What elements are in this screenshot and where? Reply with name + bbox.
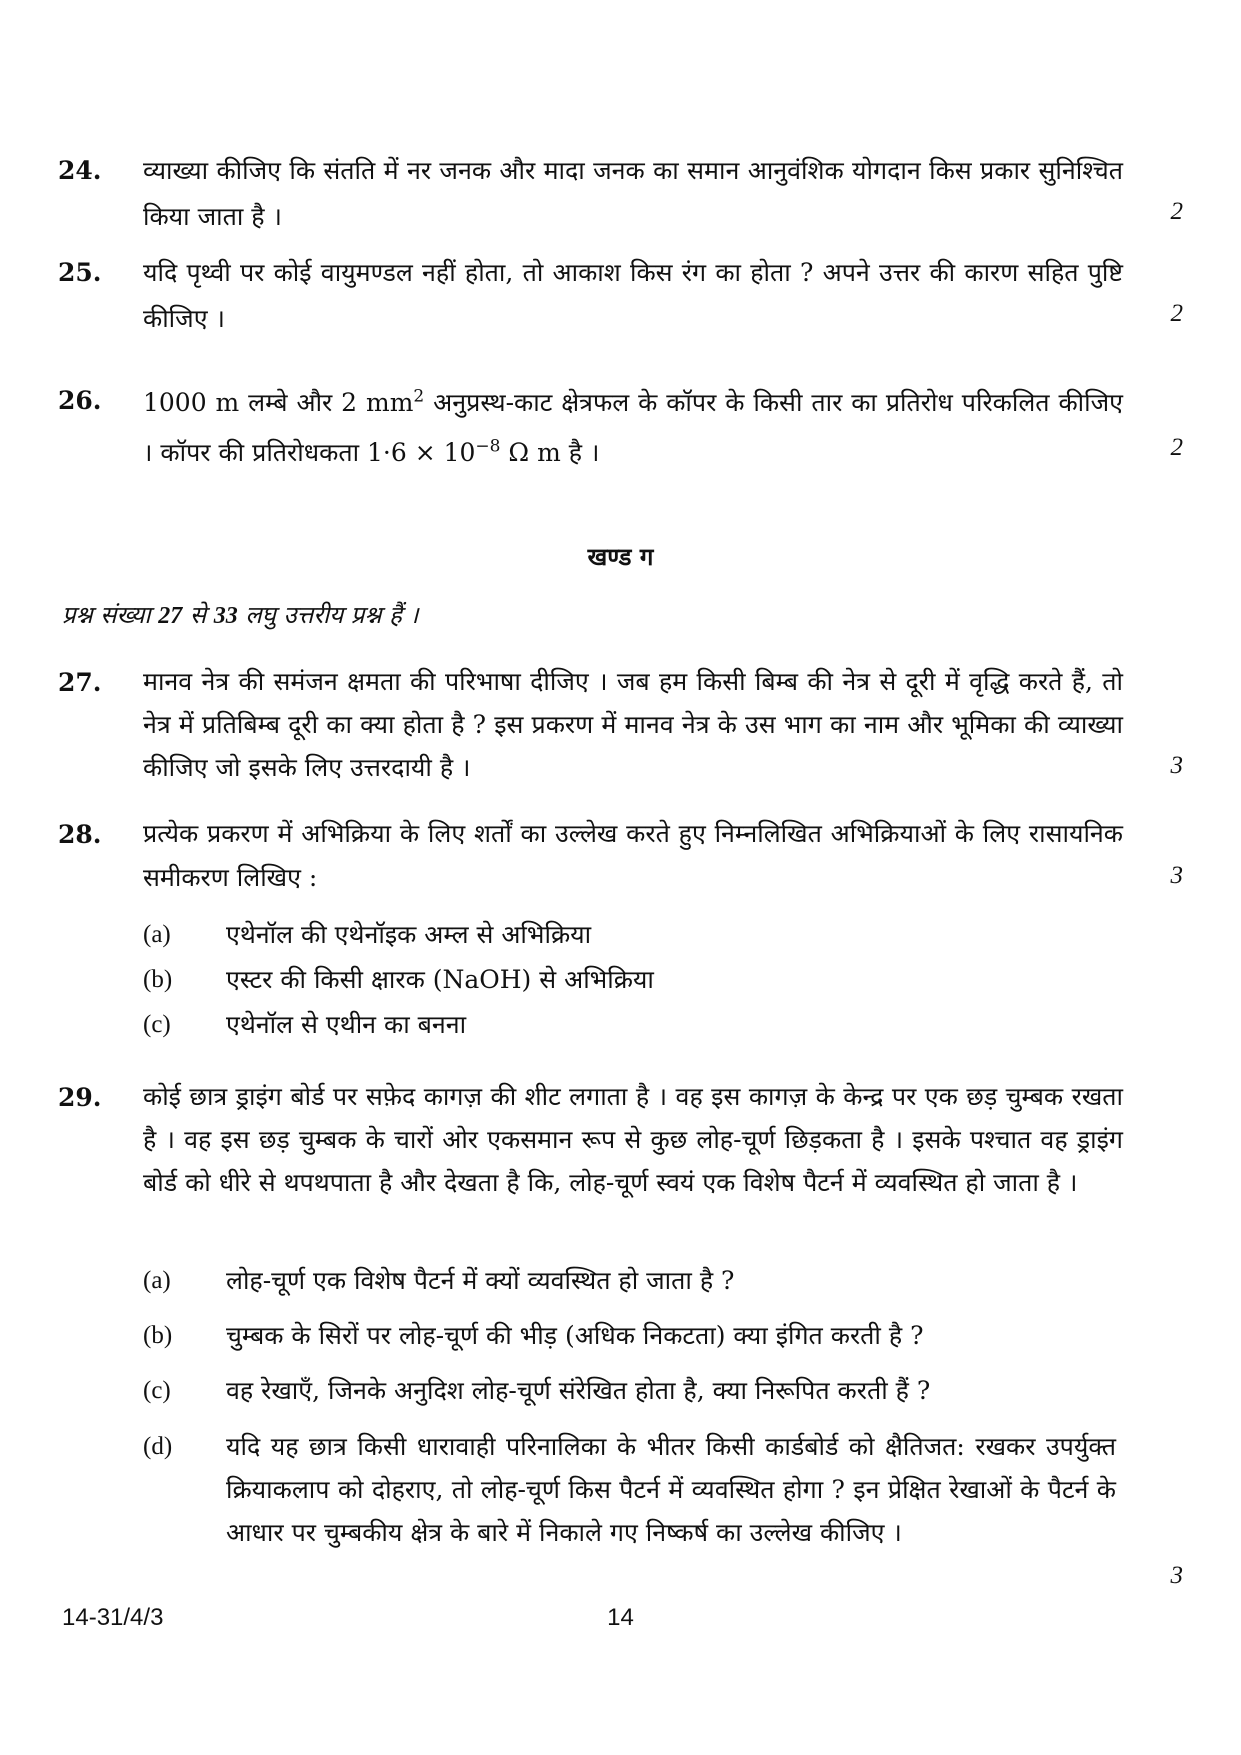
question-number: 26. <box>58 386 102 415</box>
question-text: यदि पृथ्वी पर कोई वायुमण्डल नहीं होता, तो आकाश किस रंग का होता ? अपने उत्तर की कारण सहित पुष्टि कीजिए । <box>143 258 1123 333</box>
sub-question-text: एस्टर की किसी क्षारक (NaOH) से अभिक्रिया <box>226 965 654 994</box>
question-text: मानव नेत्र की समंजन क्षमता की परिभाषा दीजिए । जब हम किसी बिम्ब की नेत्र से दूरी में वृद्धि करते हैं, तो नेत्र में प्रतिबिम्ब दूरी का क्या होता है ? इस प्रकरण में मानव नेत्र के उस भाग का नाम और भूमिका की व्याख्या कीजिए जो इसके लिए उत्तरदायी है । <box>143 667 1123 782</box>
instruction-number: 27 <box>158 603 183 629</box>
sub-question-label: (c) <box>143 1011 171 1038</box>
question-number: 29. <box>58 1083 102 1112</box>
sub-question-label: (c) <box>143 1377 171 1404</box>
marks: 3 <box>1170 1562 1183 1589</box>
question-text <box>143 378 1123 478</box>
paper-code: 14-31/4/3 <box>62 1604 164 1631</box>
sub-question-text: चुम्बक के सिरों पर लोह-चूर्ण की भीड़ (अधिक निकटता) क्या इंगित करती है ? <box>226 1321 924 1350</box>
question-text-part: अनुप्रस्थ-काट क्षेत्रफल के कॉपर के किसी तार का प्रतिरोध परिकलित कीजिए । कॉपर की प्रतिरोधकता 1·6 × 10 <box>143 388 1123 467</box>
question-text: प्रत्येक प्रकरण में अभिक्रिया के लिए शर्तों का उल्लेख करते हुए निम्नलिखित अभिक्रियाओं के लिए रासायनिक समीकरण लिखिए : <box>143 819 1123 892</box>
sub-question-text: वह रेखाएँ, जिनके अनुदिश लोह-चूर्ण संरेखित होता है, क्या निरूपित करती हैं ? <box>226 1376 931 1405</box>
question-text: कोई छात्र ड्राइंग बोर्ड पर सफ़ेद कागज़ की शीट लगाता है । वह इस कागज़ के केन्द्र पर एक छड़ चुम्बक रखता है । वह इस छड़ चुम्बक के चारों ओर एकसमान रूप से कुछ लोह-चूर्ण छिड़कता है । इसके पश्चात वह ड्राइंग बोर्ड को धीरे से थपथपाता है और देखता है कि, लोह-चूर्ण स्वयं एक विशेष पैटर्न में व्यवस्थित हो जाता है । <box>143 1082 1123 1197</box>
marks: 3 <box>1170 752 1183 779</box>
sub-question-label: (a) <box>143 921 171 948</box>
instruction-text: लघु उत्तरीय प्रश्न हैं । <box>237 601 419 629</box>
marks: 2 <box>1170 434 1183 461</box>
superscript: 2 <box>413 386 425 407</box>
question-number: 25. <box>58 258 102 287</box>
sub-question-text: यदि यह छात्र किसी धारावाही परिनालिका के भीतर किसी कार्डबोर्ड को क्षैतिजत: रखकर उपर्युक्त क्रियाकलाप को दोहराए, तो लोह-चूर्ण किस पैटर्न में व्यवस्थित होगा ? इन प्रेक्षित रेखाओं के पैटर्न के आधार पर चुम्बकीय क्षेत्र के बारे में निकाले गए निष्कर्ष का उल्लेख कीजिए । <box>226 1432 1116 1547</box>
sub-question-label: (d) <box>143 1433 173 1460</box>
question-number: 28. <box>58 820 102 849</box>
instruction-text: प्रश्न संख्या <box>62 601 159 629</box>
sub-question-text: एथेनॉल से एथीन का बनना <box>226 1010 467 1039</box>
question-number: 27. <box>58 668 102 697</box>
superscript: −8 <box>475 436 501 457</box>
page-number: 14 <box>607 1604 634 1631</box>
sub-question-label: (a) <box>143 1267 171 1294</box>
section-heading: खण्ड ग <box>587 542 654 571</box>
instruction-number: 33 <box>213 603 238 629</box>
marks: 3 <box>1170 862 1183 889</box>
sub-question-text: लोह-चूर्ण एक विशेष पैटर्न में क्यों व्यवस्थित हो जाता है ? <box>226 1266 735 1295</box>
question-number: 24. <box>58 156 102 185</box>
instruction-text: से <box>182 601 214 629</box>
section-instruction <box>62 598 419 631</box>
sub-question-text: एथेनॉल की एथेनॉइक अम्ल से अभिक्रिया <box>226 920 592 949</box>
marks: 2 <box>1170 300 1183 327</box>
sub-question-label: (b) <box>143 1322 173 1349</box>
sub-question-label: (b) <box>143 966 173 993</box>
question-text-part: Ω m है । <box>500 438 600 467</box>
marks: 2 <box>1170 198 1183 225</box>
question-text-part: 1000 m लम्बे और 2 mm <box>143 388 414 417</box>
question-text: व्याख्या कीजिए कि संतति में नर जनक और मादा जनक का समान आनुवंशिक योगदान किस प्रकार सुनिश्चित किया जाता है । <box>143 156 1123 231</box>
